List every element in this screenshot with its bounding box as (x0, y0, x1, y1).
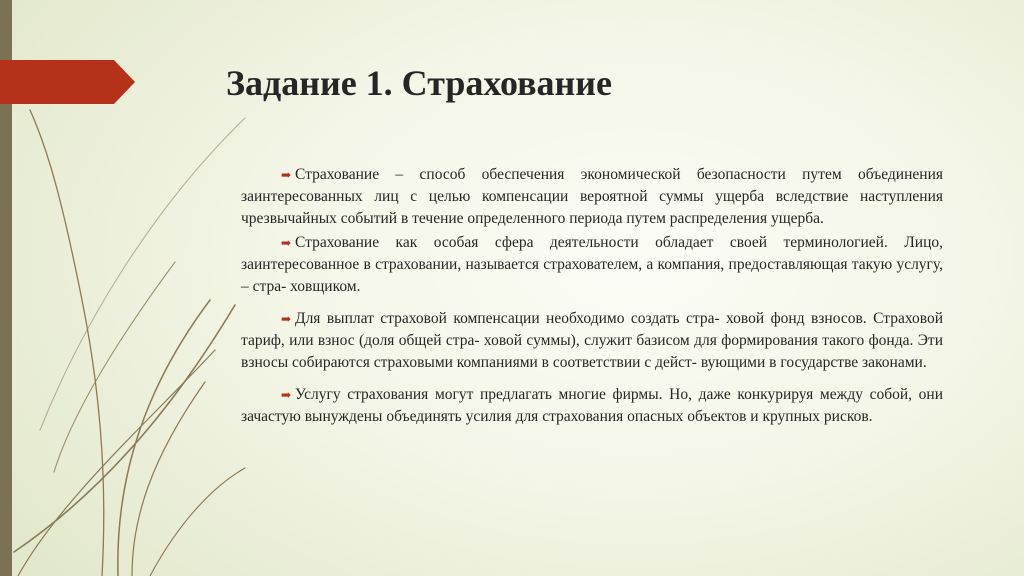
paragraph-1 (241, 164, 943, 230)
paragraph-2 (241, 232, 943, 298)
slide-body (241, 164, 943, 428)
slide-title: Задание 1. Страхование (226, 63, 612, 103)
arrow-right-icon: ➡ (281, 388, 292, 402)
paragraph-text: Для выплат страховой компенсации необходимо создать стра- ховой фонд взносов. Страховой тариф, или взнос (доля общей стра- ховой суммы), служит базисом для формирования такого фонда. Эти взносы собираются страховыми компаниями в соответствии с дейст- вующими в государстве законами. (241, 310, 943, 371)
arrow-right-icon: ➡ (281, 236, 292, 250)
paragraph-text: Страхование – способ обеспечения экономической безопасности путем объединения заинтересованных лиц с целью компенсации вероятной суммы ущерба вследствие наступления чрезвычайных событий в течение определенного периода путем распределения ущерба. (241, 166, 943, 227)
paragraph-4 (241, 384, 943, 428)
arrow-right-icon: ➡ (281, 168, 292, 182)
arrow-right-icon: ➡ (281, 312, 292, 326)
paragraph-text: Услугу страхования могут предлагать многие фирмы. Но, даже конкурируя между собой, они зачастую вынуждены объединять усилия для страхования опасных объектов и крупных рисков. (241, 386, 943, 425)
paragraph-3 (241, 308, 943, 374)
paragraph-text: Страхование как особая сфера деятельности обладает своей терминологией. Лицо, заинтересованное в страховании, называется страхователем, а компания, предоставляющая такую услугу, – стра- ховщиком. (241, 234, 943, 295)
title-accent-arrow (0, 60, 135, 104)
